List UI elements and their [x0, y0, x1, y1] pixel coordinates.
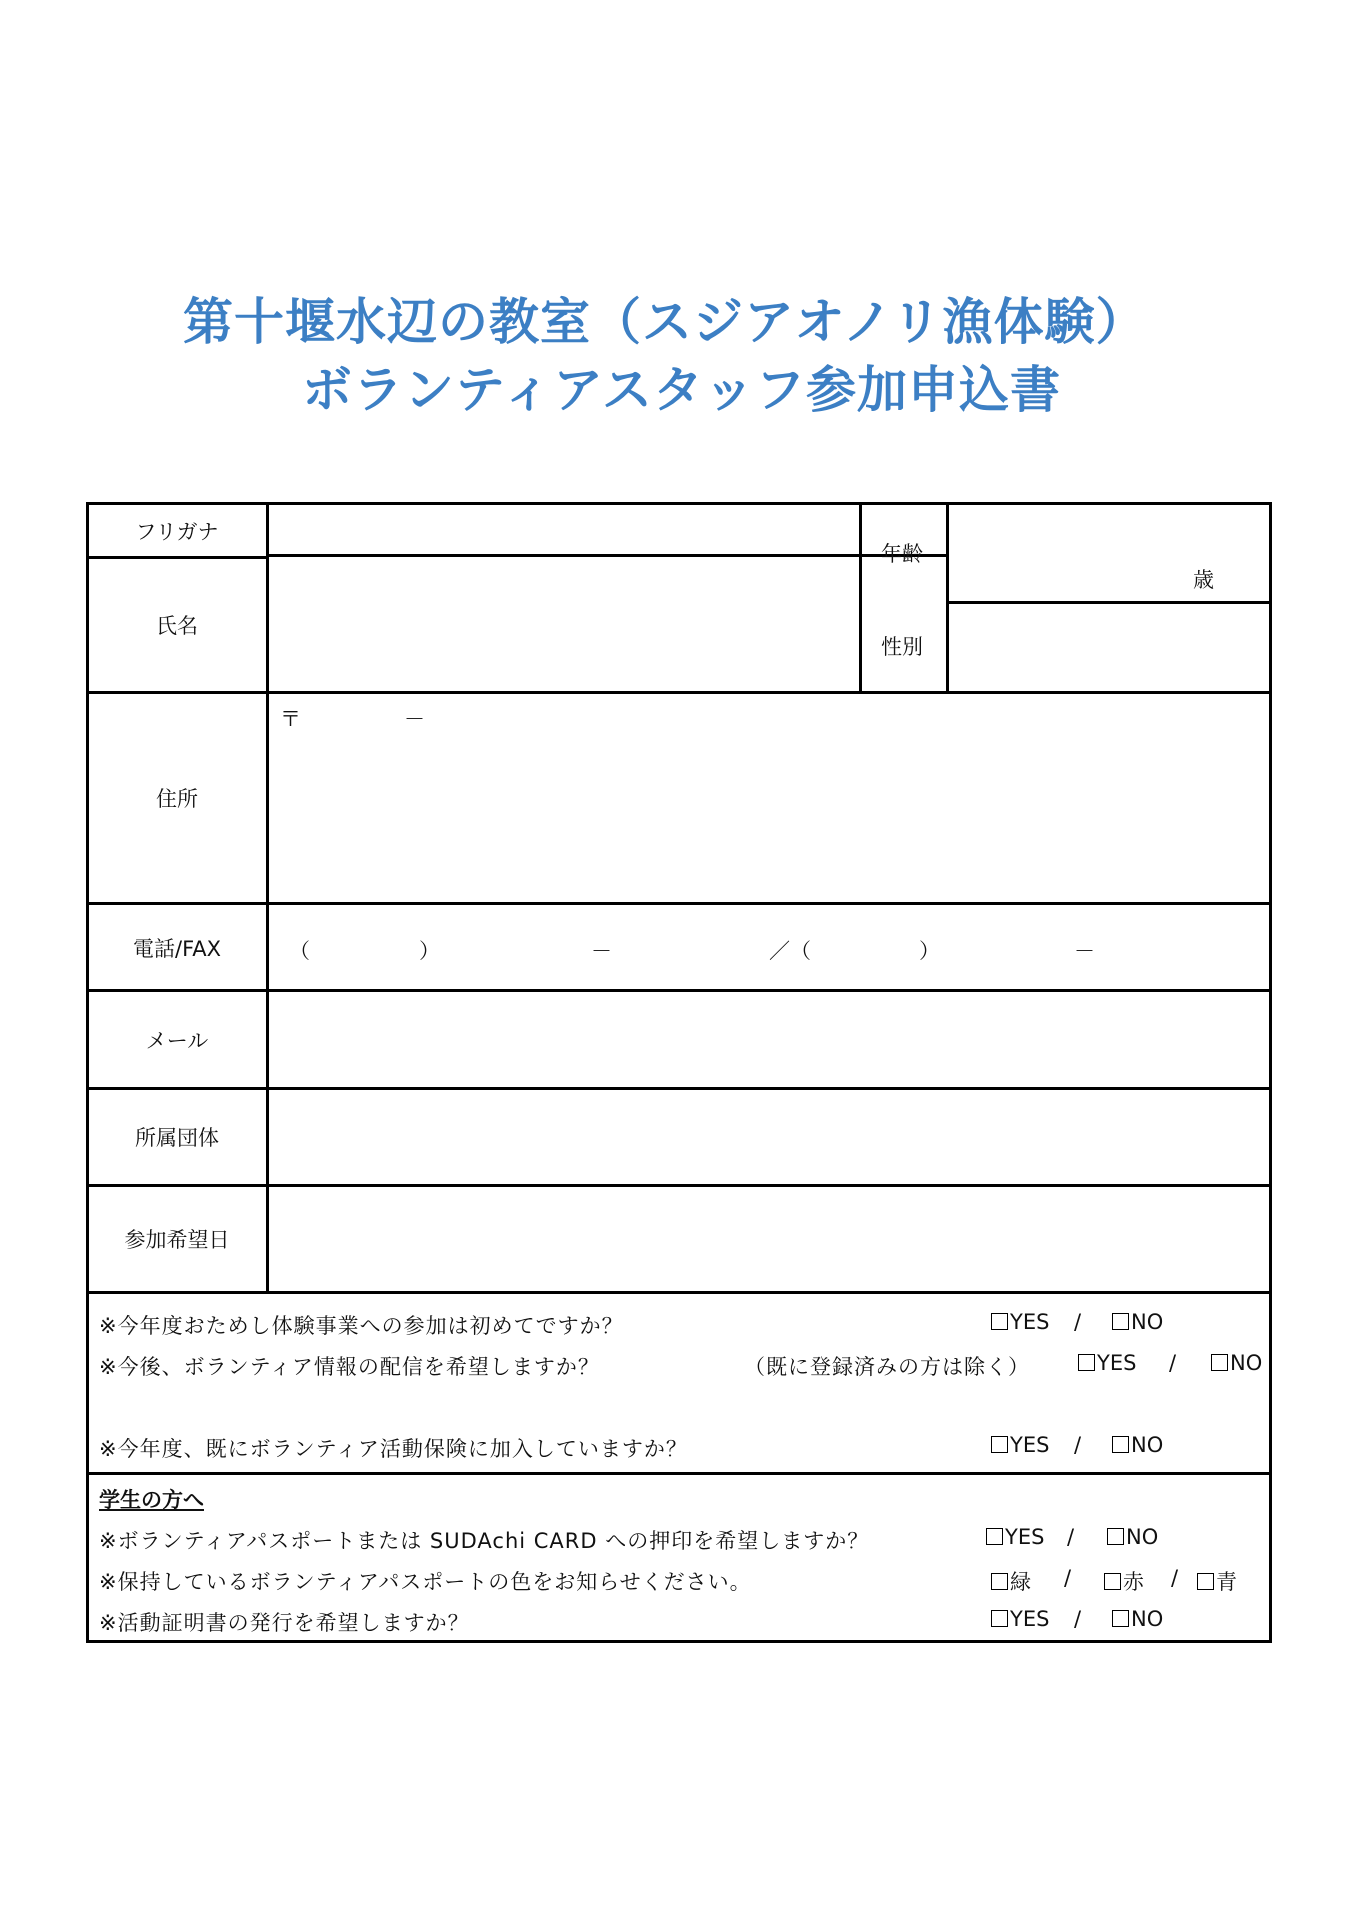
- postal-mark: 〒: [280, 707, 301, 731]
- checkbox-icon: [1078, 1354, 1095, 1371]
- name-label: 氏名: [156, 614, 198, 638]
- fax-close-paren: ）: [919, 939, 940, 963]
- certificate-yes[interactable]: YES: [991, 1607, 1049, 1631]
- phone-close-paren: ）: [419, 939, 440, 963]
- color-green[interactable]: 緑: [991, 1566, 1031, 1596]
- separator: /: [1169, 1351, 1177, 1375]
- checkbox-icon: [1112, 1436, 1129, 1453]
- checkbox-icon: [1197, 1573, 1214, 1590]
- first-time-yes[interactable]: YES: [991, 1310, 1049, 1334]
- desired-date-label: 参加希望日: [124, 1228, 230, 1252]
- separator: /: [1074, 1433, 1082, 1457]
- checkbox-icon: [991, 1610, 1008, 1627]
- fax-dash: －: [1074, 939, 1095, 963]
- checkbox-icon: [1112, 1610, 1129, 1627]
- age-unit: 歳: [1193, 568, 1214, 592]
- phone-open-paren: （: [289, 939, 310, 963]
- newsletter-yes[interactable]: YES: [1078, 1351, 1136, 1375]
- checkbox-icon: [991, 1436, 1008, 1453]
- postal-dash: －: [404, 707, 425, 731]
- age-label: 年齢: [881, 542, 923, 566]
- passport-stamp-yes[interactable]: YES: [986, 1525, 1044, 1549]
- phone-fax-label: 電話/FAX: [133, 937, 221, 961]
- form-title-line2: ボランティアスタッフ参加申込書: [302, 361, 1061, 419]
- newsletter-no[interactable]: NO: [1211, 1351, 1262, 1375]
- checkbox-icon: [1112, 1313, 1129, 1330]
- separator: /: [1064, 1566, 1072, 1590]
- certificate-no[interactable]: NO: [1112, 1607, 1163, 1631]
- furigana-label: フリガナ: [135, 520, 219, 544]
- newsletter-note: （既に登録済みの方は除く）: [744, 1355, 1030, 1379]
- separator: /: [1074, 1607, 1082, 1631]
- fax-slash: ／（: [769, 939, 811, 963]
- question-insurance: ※今年度、既にボランティア活動保険に加入していますか？: [99, 1437, 688, 1461]
- gender-label: 性別: [881, 635, 923, 659]
- color-blue[interactable]: 青: [1197, 1566, 1237, 1596]
- checkbox-icon: [986, 1528, 1003, 1545]
- color-red[interactable]: 赤: [1104, 1566, 1144, 1596]
- checkbox-icon: [1211, 1354, 1228, 1371]
- application-form: [86, 502, 1272, 1643]
- checkbox-icon: [1107, 1528, 1124, 1545]
- phone-dash: －: [591, 939, 612, 963]
- checkbox-icon: [1104, 1573, 1121, 1590]
- separator: /: [1171, 1566, 1179, 1590]
- organization-label: 所属団体: [135, 1126, 219, 1150]
- question-certificate: ※活動証明書の発行を希望しますか？: [99, 1611, 470, 1635]
- question-newsletter: ※今後、ボランティア情報の配信を希望しますか？: [99, 1355, 600, 1379]
- address-label: 住所: [156, 787, 198, 811]
- checkbox-icon: [991, 1573, 1008, 1590]
- students-heading: 学生の方へ: [99, 1488, 204, 1512]
- first-time-no[interactable]: NO: [1112, 1310, 1163, 1334]
- insurance-yes[interactable]: YES: [991, 1433, 1049, 1457]
- passport-stamp-no[interactable]: NO: [1107, 1525, 1158, 1549]
- separator: /: [1074, 1310, 1082, 1334]
- question-passport-stamp: ※ボランティアパスポートまたは SUDAchi CARD への押印を希望しますか？: [99, 1529, 870, 1553]
- insurance-no[interactable]: NO: [1112, 1433, 1163, 1457]
- question-first-time: ※今年度おためし体験事業への参加は初めてですか？: [99, 1314, 624, 1338]
- checkbox-icon: [991, 1313, 1008, 1330]
- form-title-line1: 第十堰水辺の教室（スジアオノリ漁体験）: [183, 293, 1147, 351]
- question-passport-color: ※保持しているボランティアパスポートの色をお知らせください。: [99, 1570, 752, 1594]
- email-label: メール: [145, 1029, 209, 1053]
- separator: /: [1067, 1525, 1075, 1549]
